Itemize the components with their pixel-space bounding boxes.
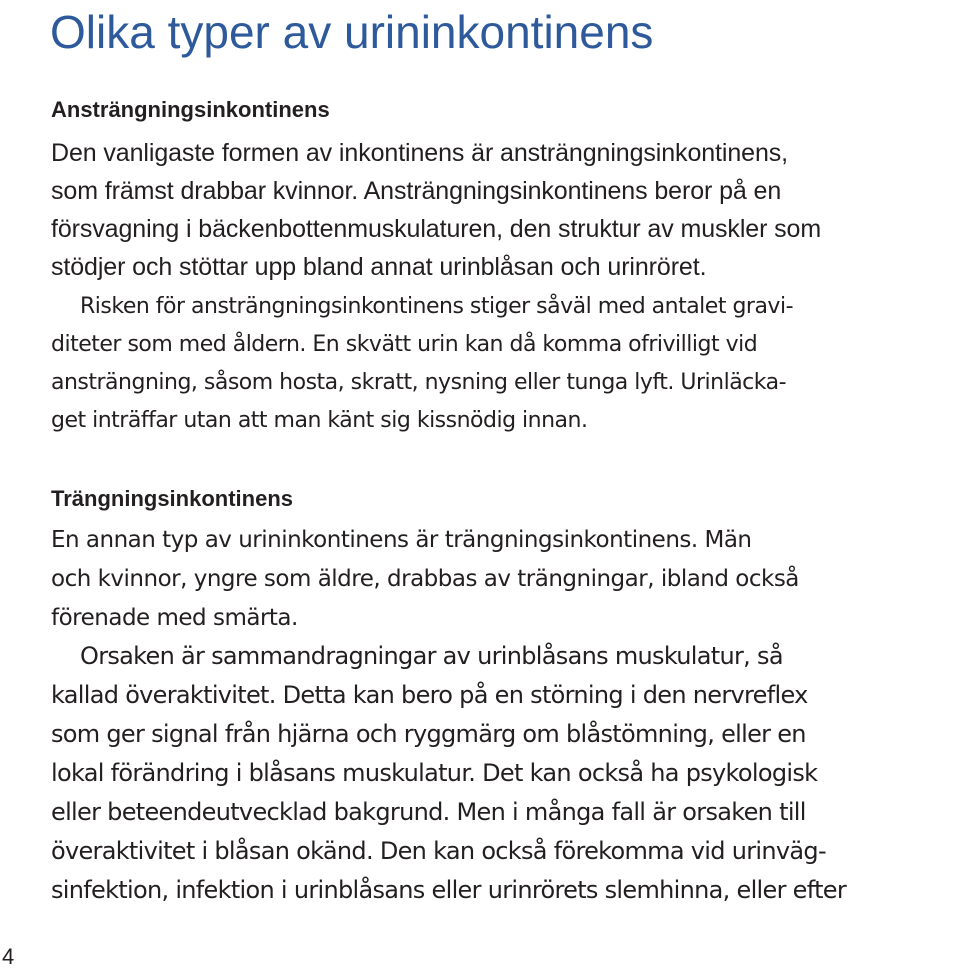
paragraph-line: Den vanligaste formen av inkontinens är ansträngningsinkontinens, — [51, 139, 789, 167]
paragraph-line: stödjer och stöttar upp bland annat urinblåsan och urinröret. — [51, 253, 707, 281]
paragraph-line: diteter som med åldern. En skvätt urin kan då komma ofrivilligt vid — [51, 332, 758, 357]
paragraph-line: eller beteendeutvecklad bakgrund. Men i många fall är orsaken till — [51, 798, 806, 826]
paragraph-line: som ger signal från hjärna och ryggmärg om blåstömning, eller en — [51, 720, 806, 748]
paragraph-line: ansträngning, såsom hosta, skratt, nysning eller tunga lyft. Urinläcka- — [51, 370, 787, 395]
paragraph-line: En annan typ av urininkontinens är trängningsinkontinens. Män — [51, 527, 752, 553]
section-heading-trangningsinkontinens: Trängningsinkontinens — [51, 486, 294, 511]
paragraph-line: lokal förändring i blåsans muskulatur. Det kan också ha psykologisk — [51, 759, 818, 787]
section-heading-anstrangningsinkontinens: Ansträngningsinkontinens — [51, 97, 330, 122]
paragraph-line: som främst drabbar kvinnor. Ansträngningsinkontinens beror på en — [51, 177, 782, 205]
paragraph-line: kallad överaktivitet. Detta kan bero på en störning i den nervreflex — [51, 681, 808, 709]
page-title: Olika typer av urininkontinens — [50, 6, 654, 58]
paragraph-line: get inträffar utan att man känt sig kissnödig innan. — [51, 408, 588, 433]
paragraph-line: överaktivitet i blåsan okänd. Den kan också förekomma vid urinväg- — [51, 837, 826, 865]
paragraph-line: försvagning i bäckenbottenmuskulaturen, den struktur av muskler som — [51, 215, 822, 243]
paragraph-line: sinfektion, infektion i urinblåsans eller urinrörets slemhinna, eller efter — [51, 876, 847, 904]
paragraph-line: Orsaken är sammandragningar av urinblåsans muskulatur, så — [80, 642, 783, 670]
paragraph-line: förenade med smärta. — [51, 605, 298, 631]
paragraph-line: Risken för ansträngningsinkontinens stiger såväl med antalet gravi- — [80, 294, 794, 319]
page-number: 4 — [2, 944, 15, 969]
paragraph-line: och kvinnor, yngre som äldre, drabbas av trängningar, ibland också — [51, 566, 799, 592]
